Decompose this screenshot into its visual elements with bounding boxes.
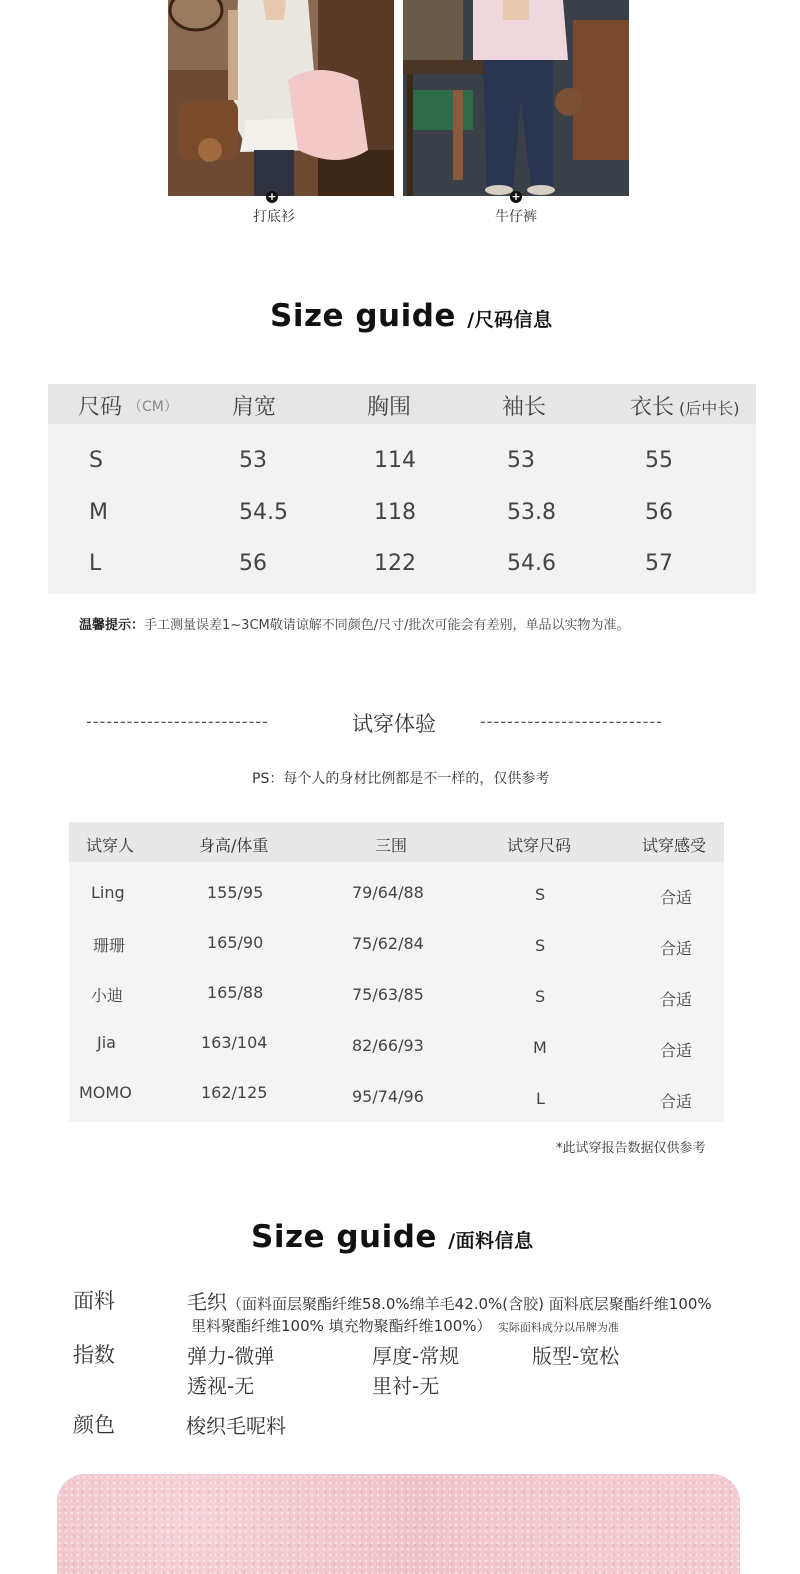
tester-name: 小迪 — [91, 986, 124, 1005]
cell-length: 56 — [645, 500, 673, 525]
index-fit: 版型-宽松 — [532, 1344, 620, 1368]
cell-length: 55 — [645, 448, 673, 473]
header-tester: 试穿人 — [86, 836, 135, 855]
tip-text: 手工测量误差1~3CM敬请谅解不同颜色/尺寸/批次可能会有差别，单品以实物为准。 — [144, 618, 630, 633]
material-note: 实际面料成分以吊牌为准 — [497, 1321, 619, 1334]
tester-size: S — [535, 885, 546, 904]
tester-hw: 165/90 — [207, 933, 264, 952]
fabric-title — [251, 1219, 534, 1255]
header-chest: 胸围 — [367, 395, 412, 420]
divider-left: --------------------------- — [86, 712, 269, 731]
material-detail-1: （面料面层聚酯纤维58.0%绵羊毛42.0%(含胶) 面料底层聚酯纤维100% — [227, 1295, 712, 1313]
index-elastic: 弹力-微弹 — [187, 1344, 275, 1368]
size-tip — [79, 614, 630, 633]
material-detail-2: 里料聚酯纤维100% 填充物聚酯纤维100%） — [191, 1317, 492, 1335]
try-on-note: *此试穿报告数据仅供参考 — [556, 1141, 706, 1156]
cell-shoulder: 54.5 — [239, 500, 288, 525]
index-lining: 里衬-无 — [372, 1374, 440, 1398]
tip-label: 温馨提示： — [79, 618, 145, 633]
divider-right: --------------------------- — [480, 712, 663, 731]
tester-hw: 162/125 — [201, 1083, 268, 1102]
tester-name: Jia — [97, 1033, 116, 1052]
plus-icon: + — [511, 190, 521, 203]
cell-chest: 122 — [374, 551, 416, 576]
cell-sleeve: 54.6 — [507, 551, 556, 576]
product-photo-jeans — [403, 0, 629, 196]
header-height-weight: 身高/体重 — [199, 836, 269, 855]
color-value: 梭织毛呢料 — [186, 1414, 286, 1438]
tester-hw: 165/88 — [207, 983, 264, 1002]
size-guide-subtitle: /尺码信息 — [467, 309, 553, 331]
header-size: 尺码 — [78, 395, 123, 420]
cell-chest: 114 — [374, 448, 416, 473]
tester-measure: 79/64/88 — [352, 883, 424, 902]
index-thickness: 厚度-常规 — [372, 1344, 460, 1368]
index-label: 指数 — [73, 1343, 115, 1367]
tester-size: S — [535, 987, 546, 1006]
tester-name: 珊珊 — [93, 936, 126, 955]
size-table — [48, 384, 756, 594]
item-caption-top: 打底衫 — [253, 209, 295, 225]
material-line-2 — [191, 1312, 619, 1336]
try-on-ps: PS：每个人的身材比例都是不一样的，仅供参考 — [252, 771, 550, 787]
tester-size: S — [535, 936, 546, 955]
item-caption-jeans: 牛仔裤 — [495, 209, 537, 225]
tester-feel: 合适 — [660, 1092, 693, 1111]
tester-feel: 合适 — [660, 888, 693, 907]
try-on-title: 试穿体验 — [352, 712, 436, 736]
tester-hw: 155/95 — [207, 883, 264, 902]
tester-measure: 75/63/85 — [352, 985, 424, 1004]
product-photo-top — [168, 0, 394, 196]
tester-name: Ling — [91, 883, 125, 902]
header-feeling: 试穿感受 — [642, 836, 707, 855]
tester-feel: 合适 — [660, 990, 693, 1009]
tester-measure: 82/66/93 — [352, 1036, 424, 1055]
cell-length: 57 — [645, 551, 673, 576]
cell-chest: 118 — [374, 500, 416, 525]
size-guide-title — [270, 298, 553, 334]
index-sheer: 透视-无 — [187, 1374, 255, 1398]
header-tried-size: 试穿尺码 — [507, 836, 572, 855]
material-main: 毛织 — [187, 1290, 227, 1314]
cell-shoulder: 56 — [239, 551, 267, 576]
try-on-header — [69, 822, 724, 862]
try-on-table — [69, 822, 724, 1122]
tester-size: L — [536, 1089, 545, 1108]
header-shoulder: 肩宽 — [232, 395, 277, 420]
header-length-note: (后中长) — [679, 399, 740, 418]
material-line-1 — [187, 1286, 712, 1315]
header-measurements: 三围 — [375, 836, 408, 855]
tester-feel: 合适 — [660, 939, 693, 958]
tester-hw: 163/104 — [201, 1033, 268, 1052]
cell-size: M — [89, 500, 108, 525]
plus-icon: + — [267, 190, 277, 203]
tester-feel: 合适 — [660, 1041, 693, 1060]
fabric-swatch-image — [57, 1474, 740, 1574]
tester-measure: 75/62/84 — [352, 934, 424, 953]
cell-shoulder: 53 — [239, 448, 267, 473]
tester-name: MOMO — [79, 1083, 132, 1102]
cell-sleeve: 53 — [507, 448, 535, 473]
cell-sleeve: 53.8 — [507, 500, 556, 525]
cell-size: L — [89, 551, 102, 576]
material-label: 面料 — [73, 1289, 115, 1313]
header-length: 衣长 — [630, 395, 675, 420]
cell-size: S — [89, 448, 103, 473]
size-guide-title-text: Size guide — [270, 298, 456, 334]
tester-measure: 95/74/96 — [352, 1087, 424, 1106]
tester-size: M — [533, 1038, 547, 1057]
header-unit: （CM） — [128, 399, 178, 415]
color-label: 颜色 — [73, 1413, 115, 1437]
header-sleeve: 袖长 — [502, 395, 547, 420]
size-table-header — [48, 384, 756, 424]
fabric-title-text: Size guide — [251, 1219, 437, 1255]
fabric-subtitle: /面料信息 — [448, 1230, 534, 1252]
